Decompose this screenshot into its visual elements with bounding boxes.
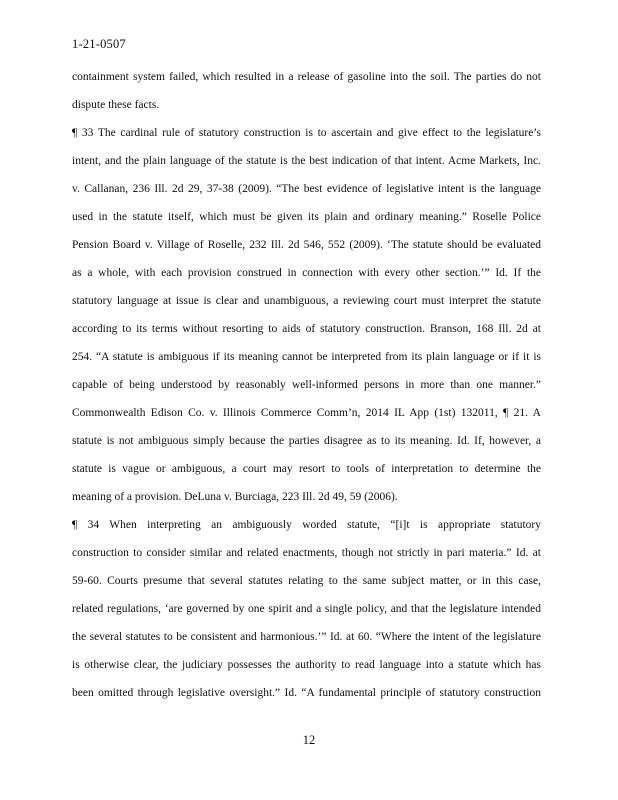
text-line: meaning of a provision. DeLuna v. Burciaga, 223 Ill. 2d 49, 59 (2006). (72, 491, 398, 503)
text-line: containment system failed, which resulted in a release of gasoline into the soil. The parties do not (72, 71, 541, 83)
text-line: v. Callanan, 236 Ill. 2d 29, 37-38 (2009). “The best evidence of legislative intent is the language (72, 183, 541, 195)
text-line: according to its terms without resorting to aids of statutory construction. Branson, 168 Ill. 2d at (72, 323, 541, 335)
text-line: capable of being understood by reasonably well-informed persons in more than one manner.” (72, 379, 541, 391)
text-line: as a whole, with each provision construed in connection with every other section.’” Id. If the (72, 267, 541, 279)
text-line: dispute these facts. (72, 99, 160, 111)
text-line: ¶ 33 The cardinal rule of statutory construction is to ascertain and give effect to the legislature’s (72, 127, 541, 139)
text-line: the several statutes to be consistent and harmonious.’” Id. at 60. “Where the intent of the legislature (72, 631, 541, 643)
text-line: intent, and the plain language of the statute is the best indication of that intent. Acme Markets, Inc. (72, 155, 541, 167)
case-number: 1-21-0507 (72, 37, 126, 51)
text-line: related regulations, ‘are governed by one spirit and a single policy, and that the legislature intended (72, 603, 541, 615)
page-number: 12 (302, 733, 316, 747)
text-line: construction to consider similar and related enactments, though not strictly in pari materia.” Id. at (72, 547, 541, 559)
text-line: 254. “A statute is ambiguous if its meaning cannot be interpreted from its plain language or if it is (72, 351, 541, 363)
text-line: statute is not ambiguous simply because the parties disagree as to its meaning. Id. If, however, a (72, 435, 541, 447)
text-line: Commonwealth Edison Co. v. Illinois Commerce Comm’n, 2014 IL App (1st) 132011, ¶ 21. A (72, 407, 541, 419)
text-line: Pension Board v. Village of Roselle, 232 Ill. 2d 546, 552 (2009). ‘The statute should be evaluated (72, 239, 541, 251)
text-line: ¶ 34 When interpreting an ambiguously worded statute, “[i]t is appropriate statutory (72, 519, 541, 531)
text-line: been omitted through legislative oversight.” Id. “A fundamental principle of statutory construction (72, 687, 541, 699)
text-line: is otherwise clear, the judiciary possesses the authority to read language into a statute which has (72, 659, 541, 671)
text-line: used in the statute itself, which must be given its plain and ordinary meaning.” Roselle Police (72, 211, 541, 223)
text-line: statute is vague or ambiguous, a court may resort to tools of interpretation to determine the (72, 463, 541, 475)
text-line: statutory language at issue is clear and unambiguous, a reviewing court must interpret the statute (72, 295, 541, 307)
text-line: 59-60. Courts presume that several statutes relating to the same subject matter, or in this case, (72, 575, 541, 587)
